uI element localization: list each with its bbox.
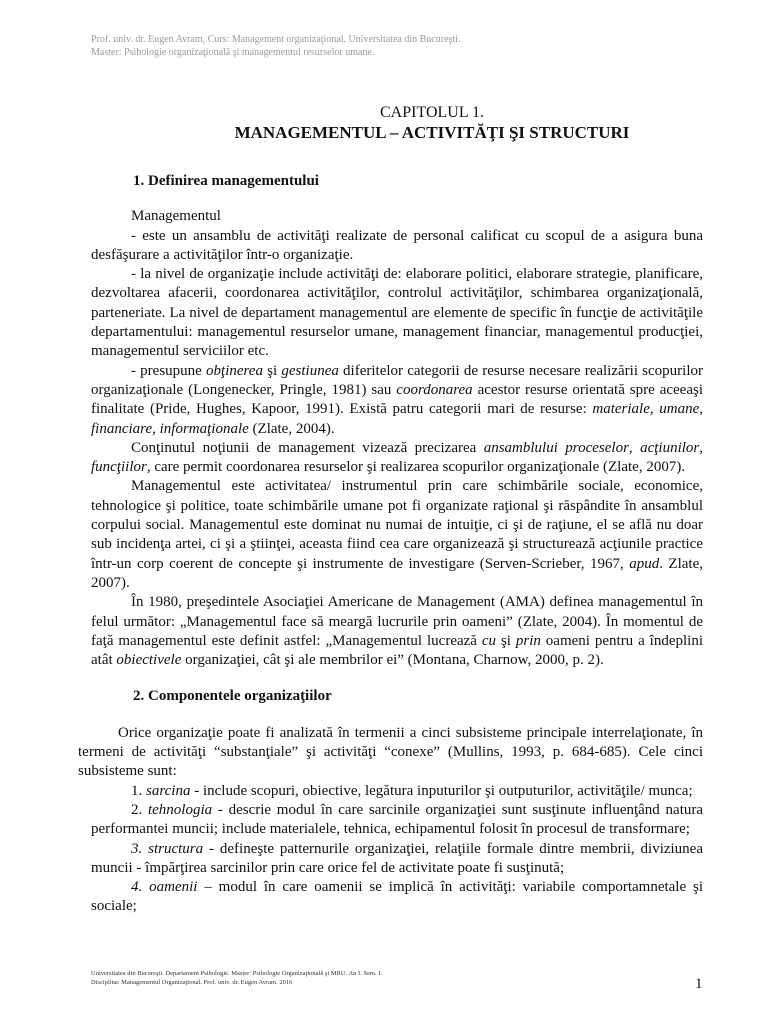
list-item: 2. tehnologia - descrie modul în care sarcinile organizaţiei sunt susţinute influenţând natura performantei muncii; include materialele, tehnica, echipamentul folosit în procesul de transformare; <box>91 801 704 838</box>
footer-line-1: Universitatea din Bucureşti. Departament Psihologie. Master: Psihologie Organizaţională şi MRU. An I. Sem. I. <box>91 970 383 977</box>
running-header <box>91 34 460 59</box>
list-item: 4. oamenii – modul în care oamenii se implică în activităţi: variabile comportamnetale şi sociale; <box>91 879 704 915</box>
list-item: 3. structura - defineşte patternurile organizaţiei, relaţiile formale dintre membrii, diviziunea muncii - împărţirea sarcinilor prin care orice fel de activitate poate fi susţinută; <box>91 840 703 876</box>
section-2-heading: 2. Componentele organizaţiilor <box>133 688 332 705</box>
document-body <box>78 172 704 917</box>
paragraph: Orice organizaţie poate fi analizată în termenii a cinci subsisteme principale interrelaţionate, în termeni de activităţi “substanţiale” şi activităţi “conexe” (Mullins, 1993, p. 684-685). Cele cinci subsisteme sunt: <box>78 724 703 780</box>
paragraph: - presupune obţinerea şi gestiunea diferitelor categorii de resurse necesare realizării scopurilor organizaţionale (Longenecker, Pringle, 1981) sau coordonarea acestor resurse orientată spre aceeaşi finalitate (Pride, Hughes, Kapoor, 1991). Există patru categorii mari de resurse: materiale, umane, financiare, informaţionale (Zlate, 2004). <box>91 362 704 437</box>
intro-line: Managementul <box>131 208 221 225</box>
header-line-1: Prof. univ. dr. Eugen Avram, Curs: Management organizaţional. Universitatea din Bucureşti. <box>91 34 461 45</box>
page-footer <box>91 969 382 987</box>
chapter-number: CAPITOLUL 1. <box>380 104 484 121</box>
page-number: 1 <box>695 976 703 992</box>
header-line-2: Master: Psihologie organizaţională şi managementul resurselor umane. <box>91 46 375 58</box>
footer-line-2: Disciplina: Managementul Organizaţional. Prof. univ. dr. Eugen Avram. 2016 <box>91 979 293 986</box>
list-item: 1. sarcina - include scopuri, obiective, legătura inputurilor şi outputurilor, activităţile/ munca; <box>131 782 693 799</box>
paragraph: Conţinutul noţiunii de management vizează precizarea ansamblului proceselor, acţiunilor, funcţiilor, care permit coordonarea resurselor şi realizarea scopurilor organizaţionale (Zlate, 2007). <box>91 439 703 476</box>
chapter-title: MANAGEMENTUL – ACTIVITĂŢI ŞI STRUCTURI <box>234 123 630 142</box>
paragraph: - la nivel de organizaţie include activităţi de: elaborare politici, elaborare strategie, planificare, dezvoltarea afacerii, coordonarea activităţilor, controlul activităţilor, schimbarea organizaţională, parteneriate. La nivel de departament managementul are elemente de specific în funcţie de activităţile departamentului: managementul resurselor umane, management financiar, managementul producţiei, managementul serviciilor etc. <box>91 266 703 360</box>
paragraph: - este un ansamblu de activităţi realizate de personal calificat cu scopul de a asigura buna desfăşurare a activităţilor într-o organizaţie. <box>91 227 703 263</box>
section-1-heading: 1. Definirea managementului <box>133 173 319 189</box>
paragraph: Managementul este activitatea/ instrumentul prin care schimbările sociale, economice, tehnologice şi politice, toate schimbările umane pot fi organizate raţional şi răspândite în ansamblul corpului social. Managementul este dominat nu numai de intuiţie, ci şi de raţiune, el se află nu doar sub incidenţa artei, ci şi a ştiinţei, aceasta fiind cea care organizează şi structurează acţiunile practice într-un corp coerent de concepte şi instrumente de investigare (Serven-Scrieber, 1967, apud. Zlate, 2007). <box>91 478 703 591</box>
paragraph: În 1980, preşedintele Asociaţiei Americane de Management (AMA) definea managementul în felul următor: „Managementul face să meargă lucrurile prin oameni” (Zlate, 2004). În momentul de faţă managementul este definit astfel: „Managementul lucrează cu şi prin oameni pentru a îndeplini atât obiectivele organizaţiei, cât şi ale membrilor ei” (Montana, Charnow, 2000, p. 2). <box>91 594 703 669</box>
